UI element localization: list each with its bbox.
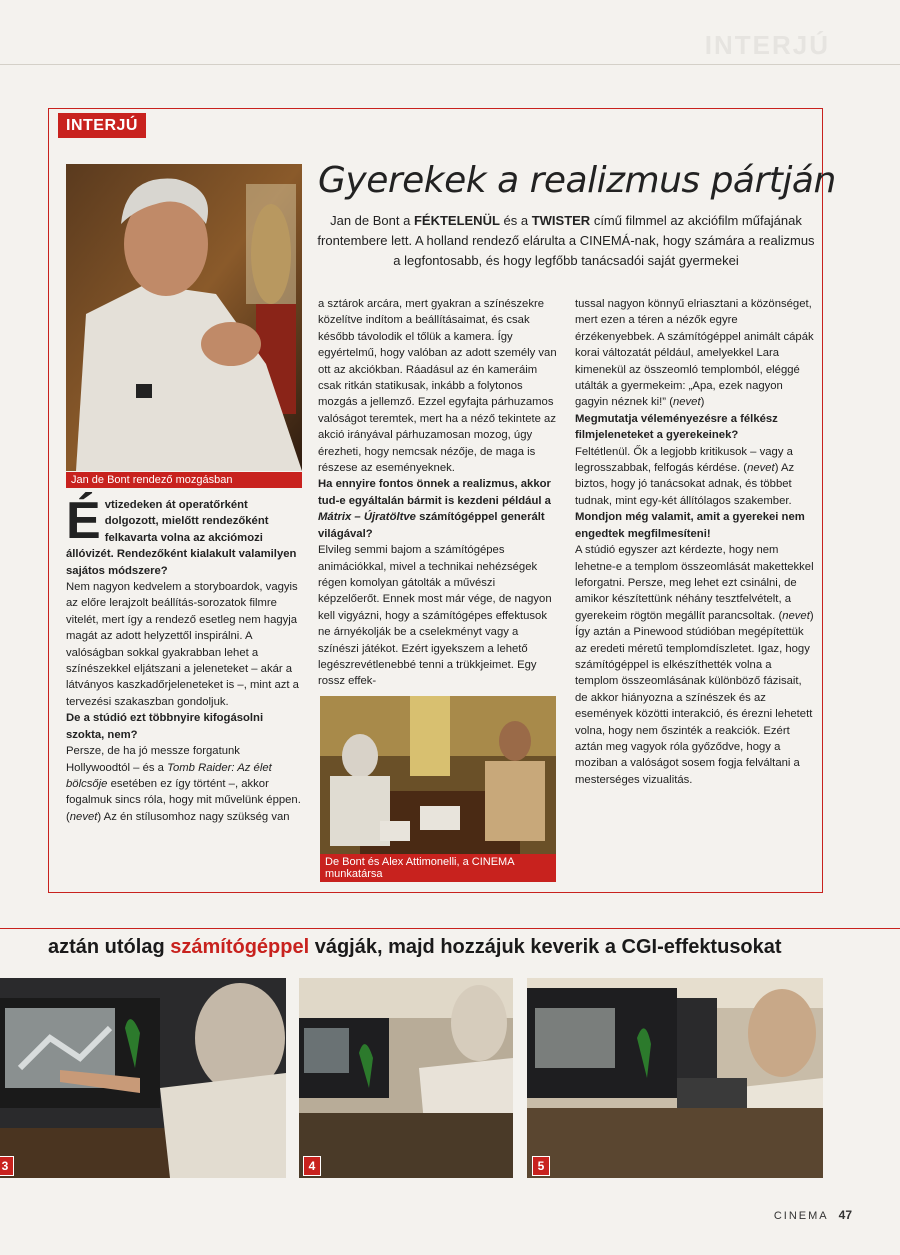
film-title: FÉKTELENÜL xyxy=(413,213,500,228)
question: Ha ennyire fontos önnek a realizmus, akkor tud-e egyáltalán bármit is kezdeni például a Mátrix – Újratöltve számítógéppel generált világával? xyxy=(318,478,551,540)
intro-question: vtizedeken át operatőrként dolgozott, mielőtt rendezőként felkavarta volna az akciómozi állóvizét. Rendezőként kialakult valamilyen sajátos módszere? xyxy=(66,499,297,577)
ghost-section-label: INTERJÚ xyxy=(704,30,830,60)
answer: a sztárok arcára, mert gyakran a színészekre közelítve indítom a beállításaimat, és csak később távolodik el tőlük a kamera. Így egyértelmű, hogy valóban az adott személy van ott az akciókban. Ráadásul az én kameráim csak ritkán statikusak, inkább a folytonos mozgás a jellemző. Ezzel egyfajta párhuzamos valóságot teremtek, mert ha a néző tekintete az akció irányával párhuzamosan mozog, úgy érezheti, hogy nemcsak nézője, de maga is részese az eseményeknek. xyxy=(318,298,557,475)
answer: A stúdió egyszer azt kérdezte, hogy nem lehetne-e a templom összeomlását makettekkel leforgatni. Persze, meg lehet ezt csinálni, de amikor készítettünk néhány tesztfelvételt, a gyerekeim rögtön megállít parancsoltak. (nevet) Így aztán a Pinewood stúdióban megépítettük az eredeti méretű templomdíszletet. Igaz, hogy számítógéppel is elkészíthették volna a templom összeomlásának különböző fázisait, de akkor hiányozna a színészek és az események közötti interakció, és érezni lehetett volna, hogy nem őszinték a reakciók. Ezért aztán meg vagyok róla győződve, hogy a moziban a valóságot sosem fogja felváltani a mesterséges vizualitás. xyxy=(575,544,814,786)
portrait-photo xyxy=(66,164,302,471)
magazine-name: CINEMA xyxy=(773,1210,829,1222)
photo-number-badge: 4 xyxy=(303,1156,321,1176)
question: Mondjon még valamit, amit a gyerekei nem engedtek megfilmesíteni! xyxy=(575,511,805,540)
section-tag: INTERJÚ xyxy=(58,113,146,138)
top-rule xyxy=(0,64,900,65)
answer: tussal nagyon könnyű elriasztani a közönséget, mert ezen a téren a nézők egyre érzékenyebbek. A számítógéppel animált cápák korai változatát például, amelyekkel Lara kimenekül az összeomló templomból, eléggé utálták a gyermekeim: „Apa, ezek nagyon gagyin néznek ki!” (nevet) xyxy=(575,298,814,409)
column-1 xyxy=(66,492,304,825)
article-lead: Jan de Bont a FÉKTELENÜL és a TWISTER című filmmel az akciófilm műfajának frontembere lett. A holland rendező elárulta a CINEMÁ-nak, hogy számára a realizmus a legfontosabb, és hogy legfőbb tanácsadói saját gyermekei xyxy=(317,213,815,268)
dropcap: É xyxy=(66,492,101,550)
page-number: 47 xyxy=(838,1208,852,1222)
question: De a stúdió ezt többnyire kifogásolni szokta, nem? xyxy=(66,712,264,741)
photo-number-badge: 3 xyxy=(0,1156,14,1176)
interview-caption: De Bont és Alex Attimonelli, a CINEMA munkatársa xyxy=(320,854,556,882)
column-2 xyxy=(318,296,558,690)
strip-rule xyxy=(0,928,900,929)
interview-photo xyxy=(320,696,556,854)
answer: Feltétlenül. Ők a legjobb kritikusok – vagy a legrosszabbak, felfogás kérdése. (nevet) Az biztos, hogy jó tanácsokat adnak, és többet tudnak, mint egy-két állítólagos szakember. xyxy=(575,445,795,507)
film-title: TWISTER xyxy=(531,213,591,228)
strip-photo xyxy=(299,978,513,1178)
answer: Nem nagyon kedvelem a storyboardok, vagyis az előre lerajzolt beállítás-sorozatok filmre vitelét, mert így a rendező esetleg nem hagyja magát az adott helyzettől inspirálni. A valóságban sokkal gyakrabban lehet a színészekkel eljátszani a jeleneteket – akár a látványos kaszkadőrjeleneteket is –, mint azt a tervezési szakaszban gondoljuk. xyxy=(66,581,299,708)
portrait-caption: Jan de Bont rendező mozgásban xyxy=(66,472,302,488)
page-footer xyxy=(774,1208,852,1222)
answer: Persze, de ha jó messze forgatunk Hollywoodtól – és a Tomb Raider: Az élet bölcsője esetében ez így történt –, akkor fogalmuk sincs róla, hogy mit művelünk éppen. (nevet) Az én stílusomhoz nagy szükség van xyxy=(66,745,301,823)
article-title: Gyerekek a realizmus pártján xyxy=(318,160,836,201)
strip-photo xyxy=(527,978,823,1178)
strip-photo xyxy=(0,978,286,1178)
question: Megmutatja véleményezésre a félkész filmjeleneteket a gyerekeinek? xyxy=(575,412,778,442)
strip-title: aztán utólag számítógéppel vágják, majd hozzájuk keverik a CGI-effektusokat xyxy=(48,936,782,958)
column-3 xyxy=(575,296,815,788)
photo-number-badge: 5 xyxy=(532,1156,550,1176)
answer: Elvileg semmi bajom a számítógépes animációkkal, mivel a technikai nehézségek régen komolyan gátolták a művészi képzelőerőt. Ennek most már vége, de nagyon kell vigyázni, hogy a számítógépes effektusok ne árnyékolják be a cselekményt vagy a színészi játékot. Ezért igyekszem a lehető legészrevétlenebbé tenni a trükkjeimet. Egy rossz effek- xyxy=(318,544,552,688)
